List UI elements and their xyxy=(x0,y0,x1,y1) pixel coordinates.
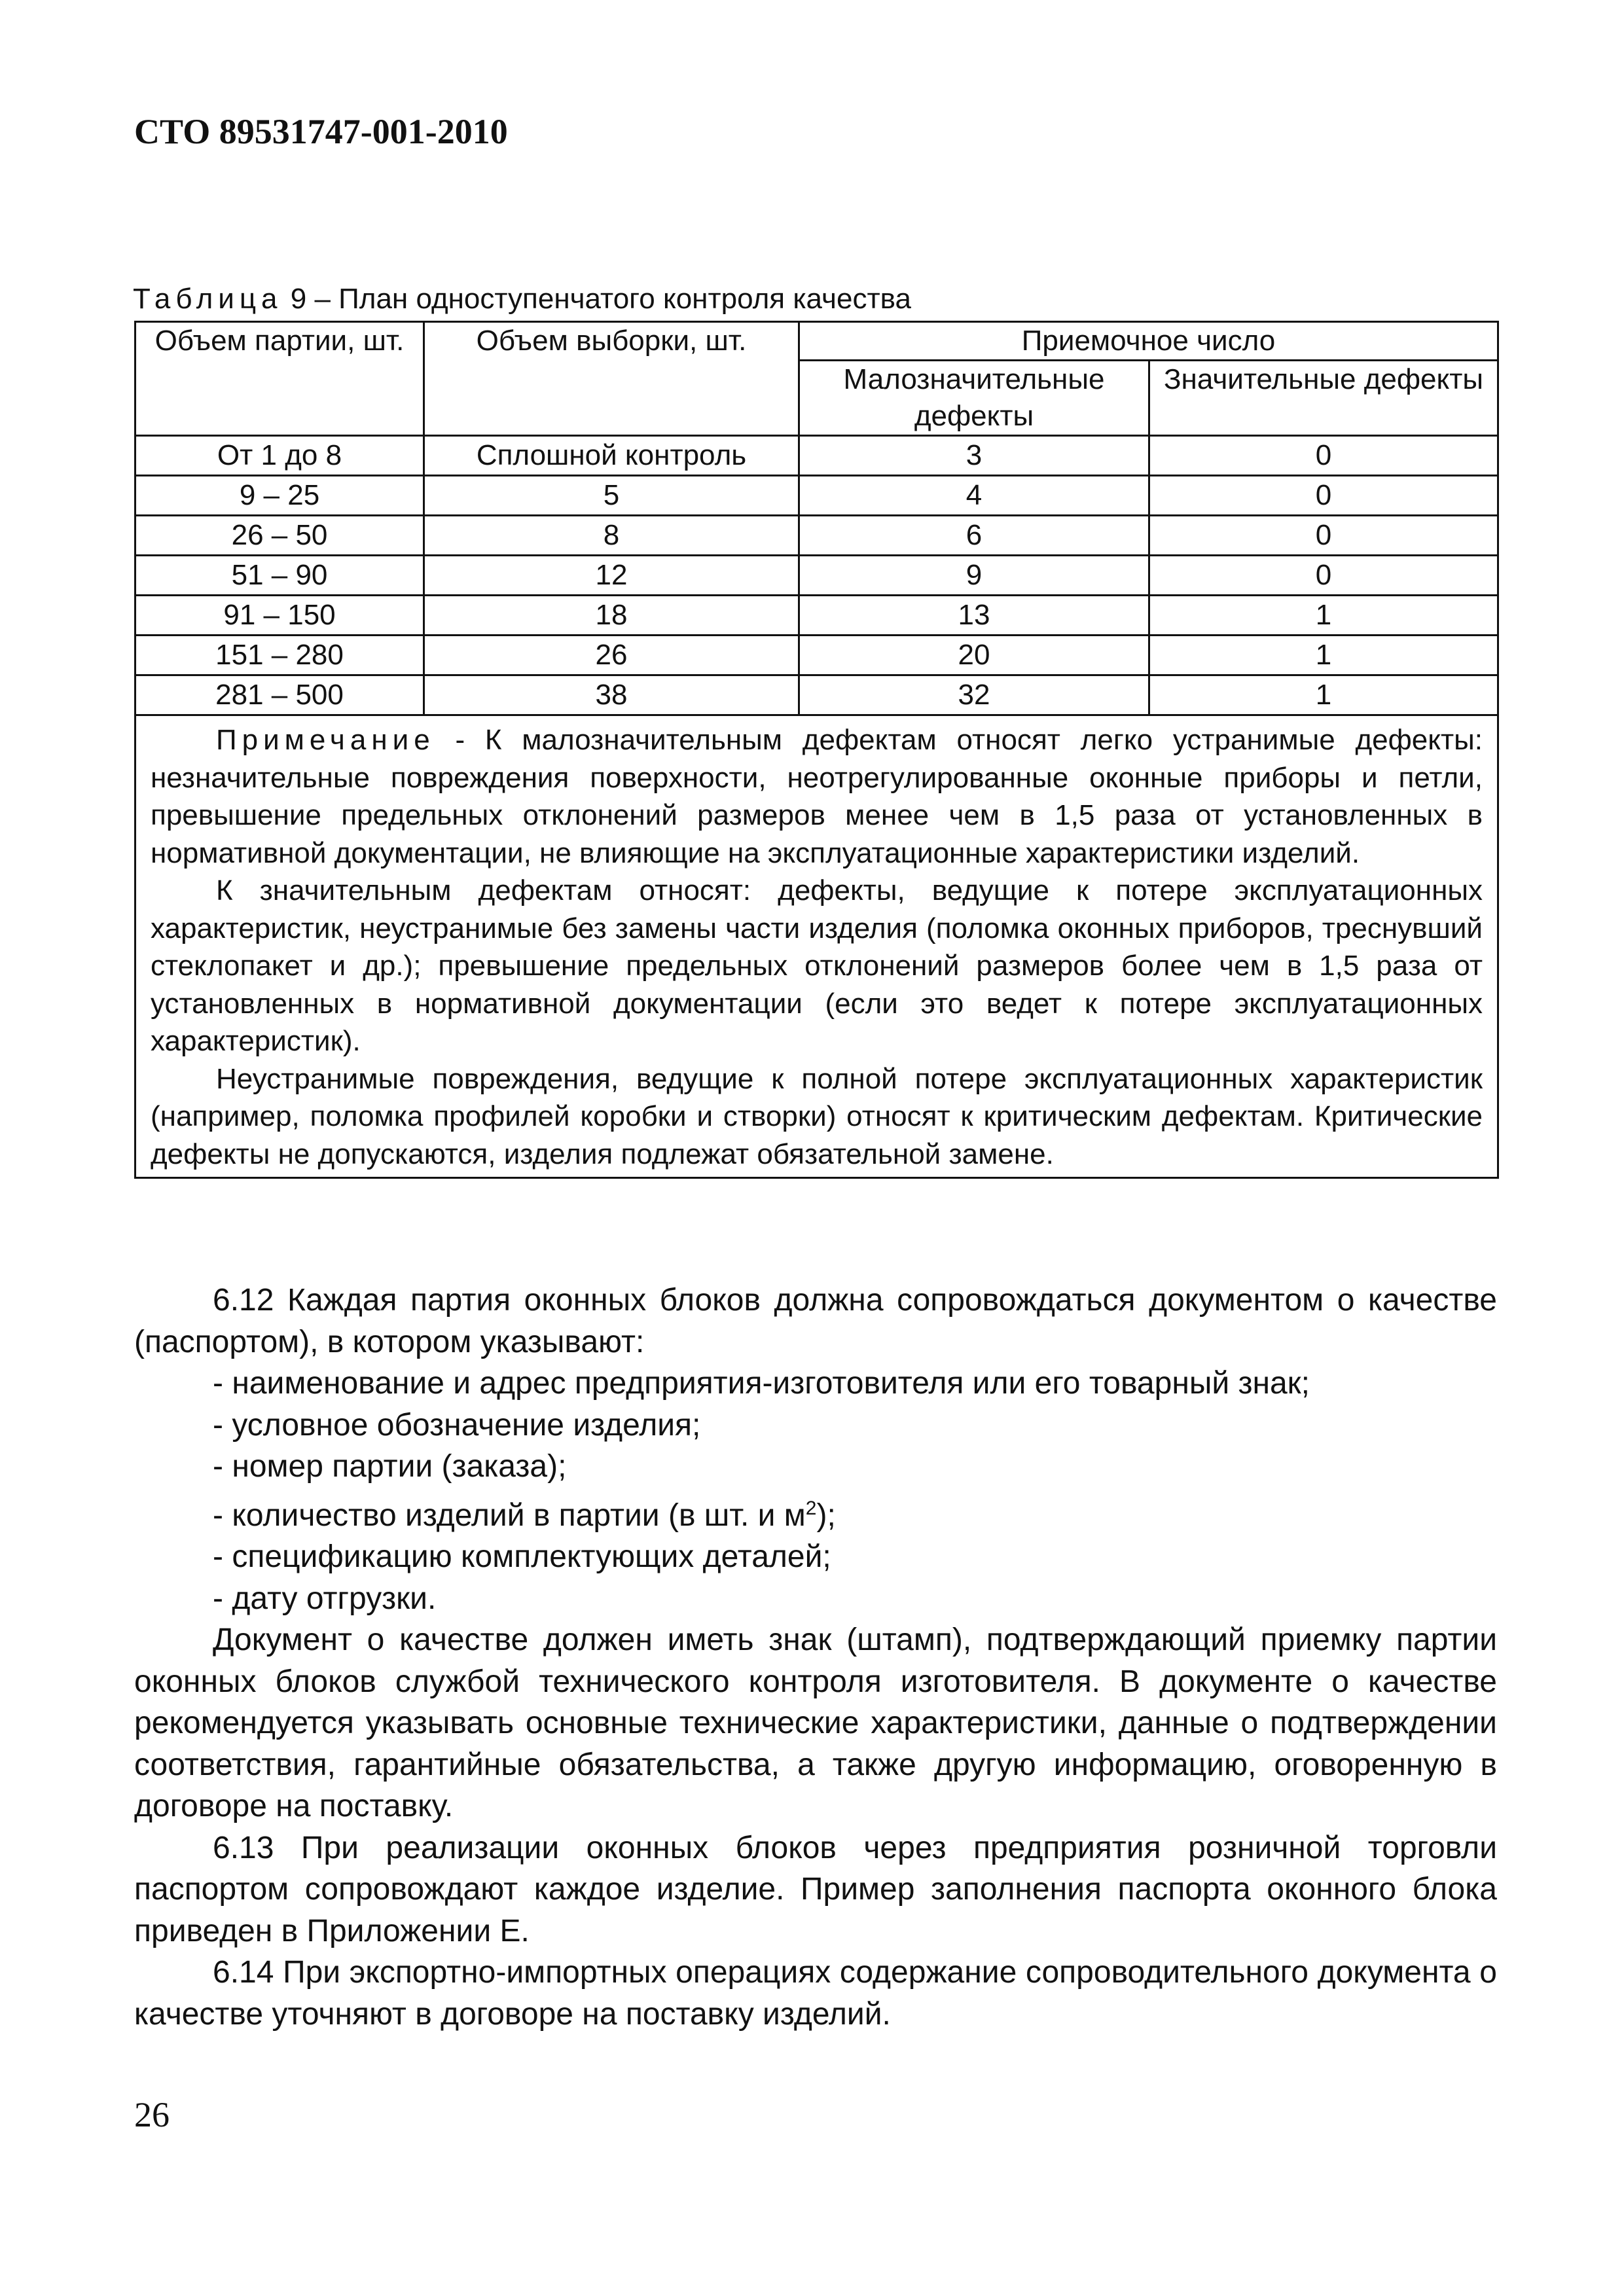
cell-minor: 9 xyxy=(799,556,1149,596)
cell-sample-size: 5 xyxy=(424,476,799,516)
cell-sample-size: 26 xyxy=(424,636,799,675)
cell-major: 1 xyxy=(1149,636,1498,675)
list-item: - условное обозначение изделия; xyxy=(213,1407,701,1443)
cell-minor: 4 xyxy=(799,476,1149,516)
table-caption xyxy=(133,283,911,315)
header-minor-defects: Малозначительные дефекты xyxy=(799,361,1149,436)
list-item: - спецификацию комплектующих деталей; xyxy=(213,1539,831,1574)
cell-lot-size: От 1 до 8 xyxy=(135,436,424,476)
note-text-minor: - К малозначительным дефектам относят легко устранимые дефекты: незначительные повреждения поверхности, неотрегулированные оконные приборы и петли, превышение предельных отклонений размеров менее чем в 1,5 раза от установленных в нормативной документации, не влияющие на эксплуатационные характеристики изделий. xyxy=(151,724,1483,869)
list-item xyxy=(134,1488,1497,1537)
section-6-12: 6.12 Каждая партия оконных блоков должна сопровождаться документом о качестве (паспортом), в котором указывают: xyxy=(134,1283,1497,1359)
cell-minor: 6 xyxy=(799,516,1149,556)
cell-major: 1 xyxy=(1149,675,1498,715)
section-6-14: 6.14 При экспортно-импортных операциях содержание сопроводительного документа о качестве уточняют в договоре на поставку изделий. xyxy=(134,1955,1497,2032)
cell-major: 1 xyxy=(1149,596,1498,636)
document-code-header: СТО 89531747-001-2010 xyxy=(134,112,508,151)
cell-sample-size: Сплошной контроль xyxy=(424,436,799,476)
header-major-defects: Значительные дефекты xyxy=(1149,361,1498,436)
cell-sample-size: 8 xyxy=(424,516,799,556)
header-acceptance-number: Приемочное число xyxy=(799,322,1498,361)
cell-major: 0 xyxy=(1149,476,1498,516)
body-text xyxy=(134,1280,1497,2035)
cell-sample-size: 18 xyxy=(424,596,799,636)
header-lot-size: Объем партии, шт. xyxy=(135,322,424,436)
cell-lot-size: 281 – 500 xyxy=(135,675,424,715)
section-6-13: 6.13 При реализации оконных блоков через предприятия розничной торговли паспортом сопровождают каждое изделие. Пример заполнения паспорта оконного блока приведен в Приложении Е. xyxy=(134,1830,1497,1948)
cell-major: 0 xyxy=(1149,556,1498,596)
cell-lot-size: 9 – 25 xyxy=(135,476,424,516)
cell-lot-size: 151 – 280 xyxy=(135,636,424,675)
note-paragraph xyxy=(151,721,1483,872)
quality-control-table xyxy=(134,321,1499,1179)
table-row xyxy=(135,675,1498,715)
table-caption-label: Таблица xyxy=(133,283,283,315)
cell-minor: 13 xyxy=(799,596,1149,636)
list-item-text: - количество изделий в партии (в шт. и м xyxy=(213,1498,806,1533)
cell-minor: 20 xyxy=(799,636,1149,675)
header-sample-size: Объем выборки, шт. xyxy=(424,322,799,436)
table-header-row xyxy=(135,322,1498,361)
cell-sample-size: 38 xyxy=(424,675,799,715)
list-item: - наименование и адрес предприятия-изготовителя или его товарный знак; xyxy=(213,1366,1310,1401)
table-row xyxy=(135,636,1498,675)
superscript-2: 2 xyxy=(805,1497,817,1519)
cell-major: 0 xyxy=(1149,436,1498,476)
note-label: Примечание xyxy=(216,724,435,756)
list-item-tail: ); xyxy=(816,1498,836,1533)
table-note-row xyxy=(135,715,1498,1178)
table-note xyxy=(135,715,1498,1178)
cell-lot-size: 51 – 90 xyxy=(135,556,424,596)
table-row xyxy=(135,556,1498,596)
table-row xyxy=(135,476,1498,516)
page-number: 26 xyxy=(134,2095,170,2134)
cell-lot-size: 91 – 150 xyxy=(135,596,424,636)
cell-major: 0 xyxy=(1149,516,1498,556)
list-item: - номер партии (заказа); xyxy=(213,1449,567,1484)
table-row xyxy=(135,516,1498,556)
note-paragraph-critical: Неустранимые повреждения, ведущие к полной потере эксплуатационных характеристик (например, поломка профилей коробки и створки) относят к критическим дефектам. Критические дефекты не допускаются, изделия подлежат обязательной замене. xyxy=(151,1062,1483,1170)
table-row xyxy=(135,436,1498,476)
note-paragraph-major: К значительным дефектам относят: дефекты, ведущие к потере эксплуатационных характеристик, неустранимые без замены части изделия (поломка оконных приборов, треснувший стеклопакет и др.); превышение предельных отклонений размеров более чем в 1,5 раза от установленных в нормативной документации (если это ведет к потере эксплуатационных характеристик). xyxy=(151,874,1483,1057)
paragraph-document: Документ о качестве должен иметь знак (штамп), подтверждающий приемку партии оконных блоков службой технического контроля изготовителя. В документе о качестве рекомендуется указывать основные технические характеристики, данные о подтверждении соответствия, гарантийные обязательства, а также другую информацию, оговоренную в договоре на поставку. xyxy=(134,1623,1497,1823)
list-item: - дату отгрузки. xyxy=(213,1581,437,1616)
table-row xyxy=(135,596,1498,636)
table-caption-title: 9 – План одноступенчатого контроля качества xyxy=(282,283,911,315)
cell-minor: 32 xyxy=(799,675,1149,715)
cell-lot-size: 26 – 50 xyxy=(135,516,424,556)
cell-minor: 3 xyxy=(799,436,1149,476)
cell-sample-size: 12 xyxy=(424,556,799,596)
